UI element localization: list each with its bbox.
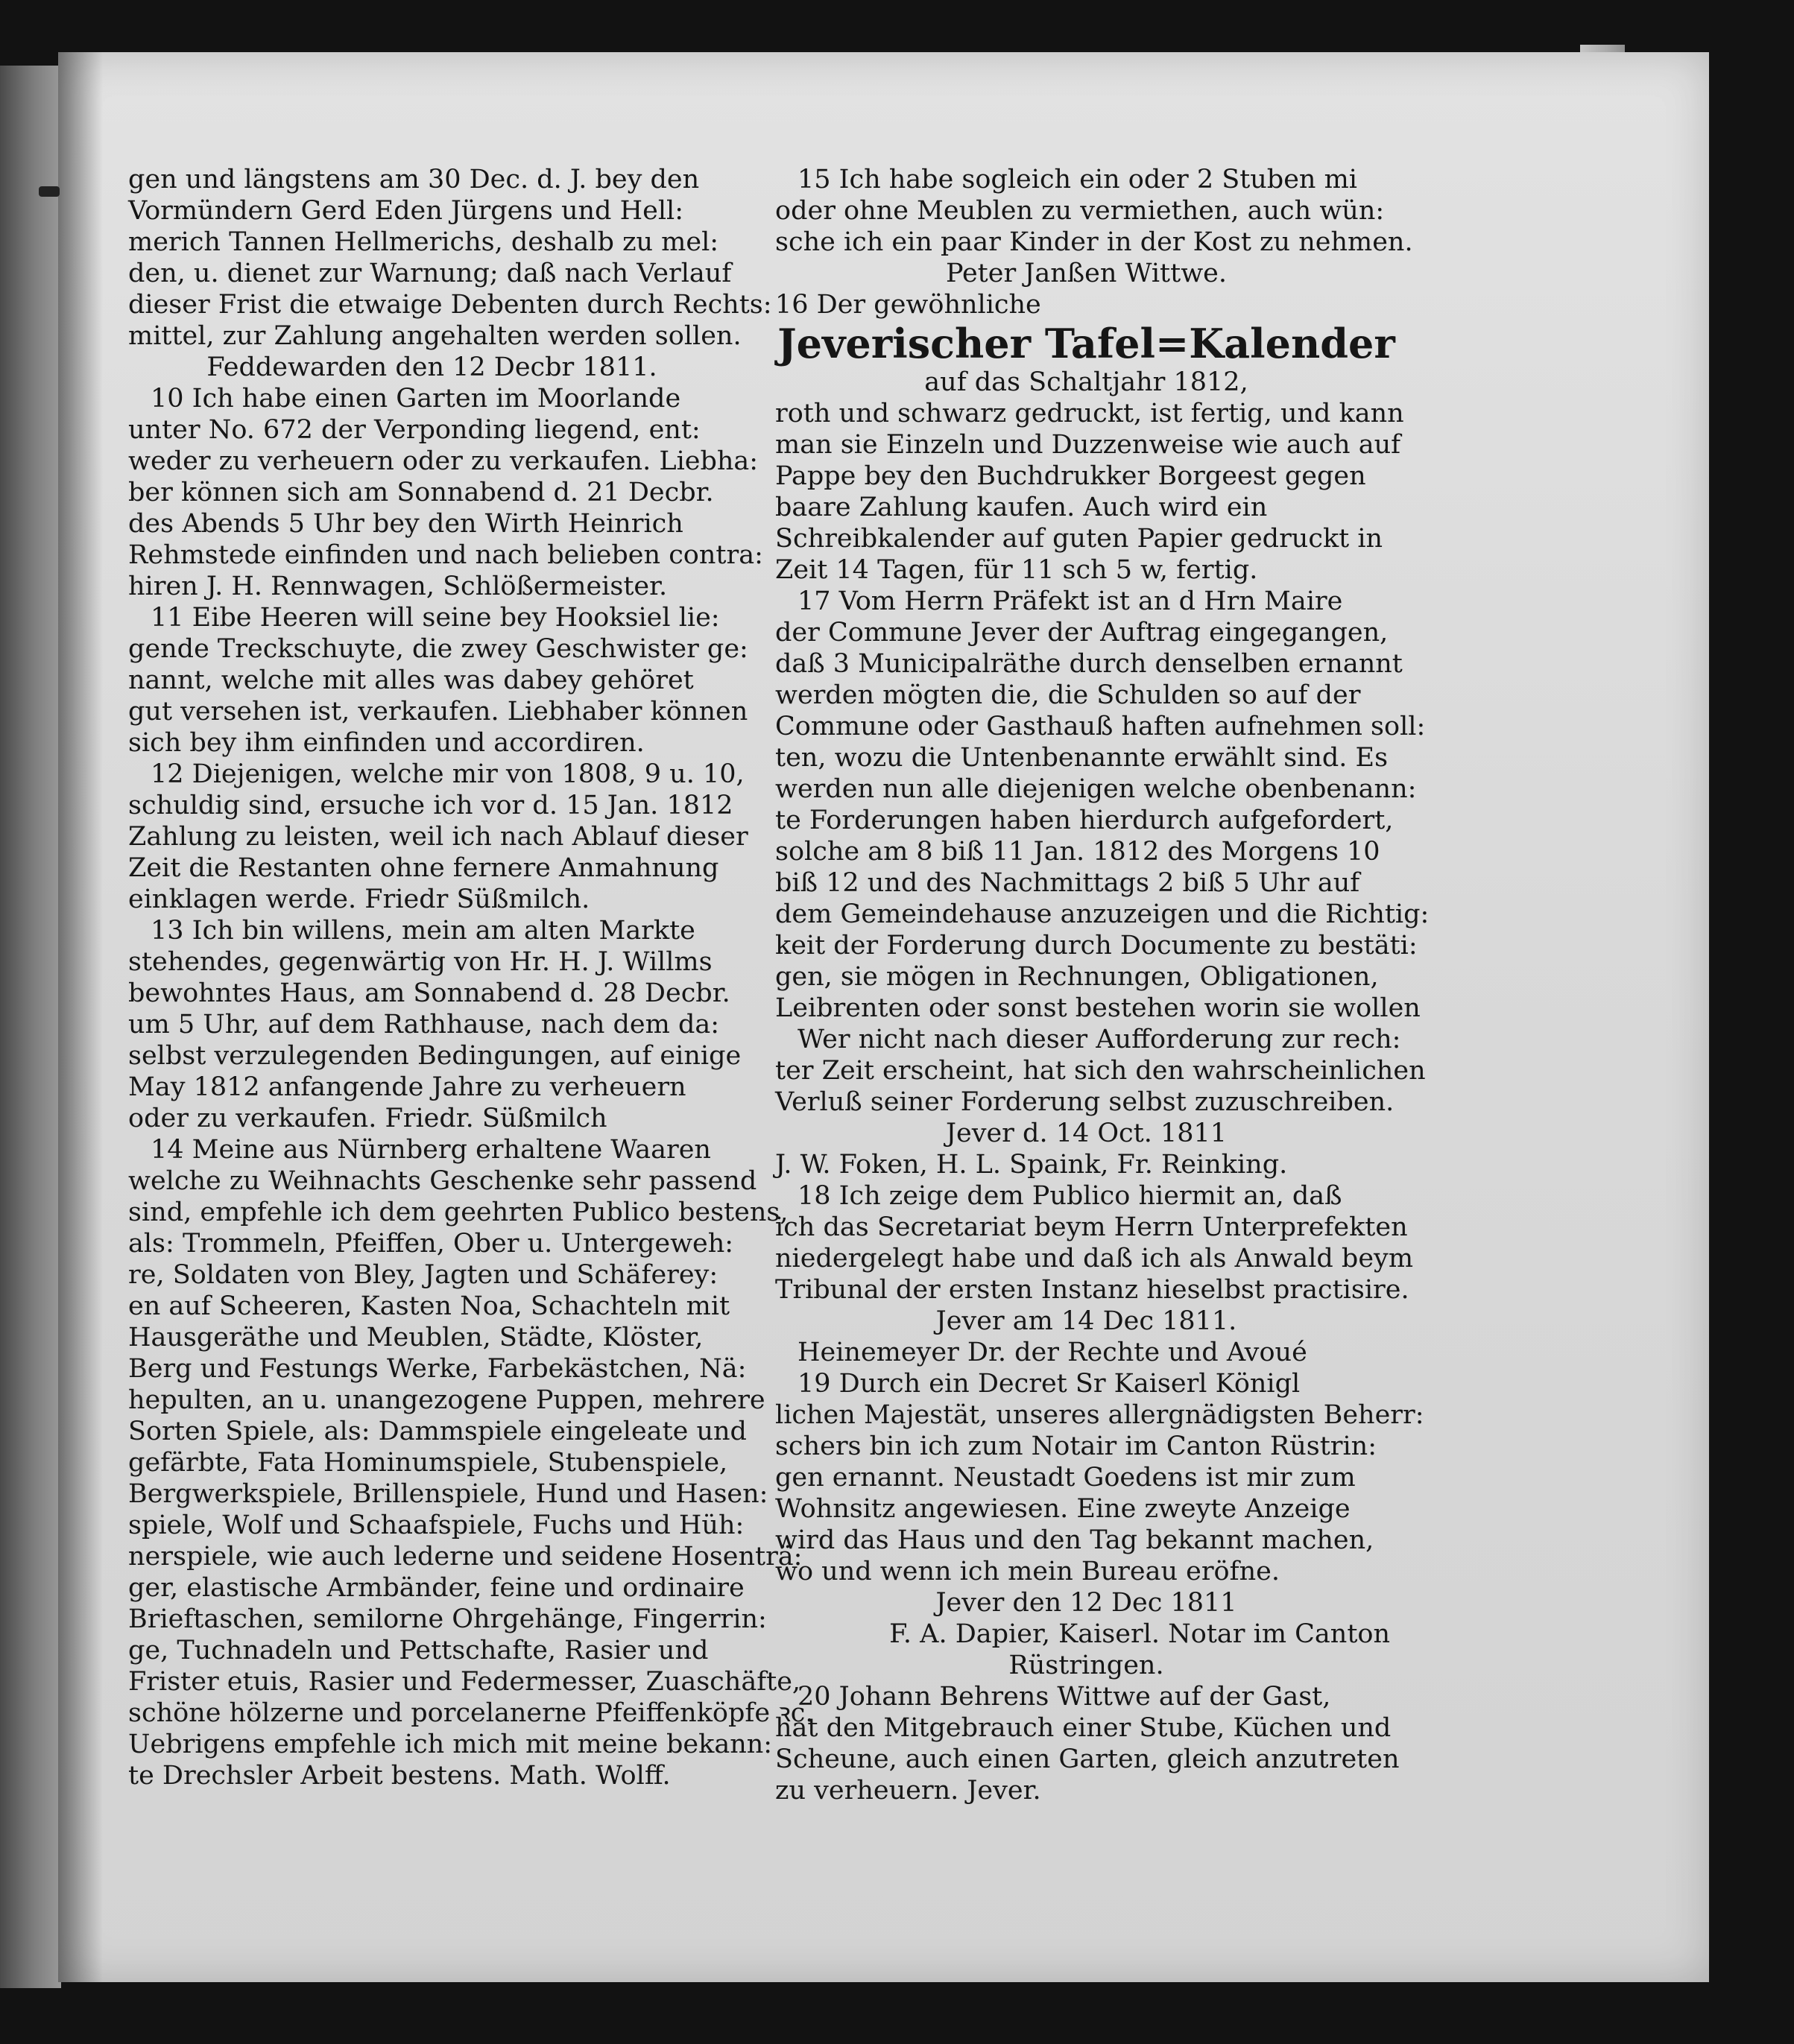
text-line: te Forderungen haben hierdurch aufgefordert,: [775, 806, 1394, 835]
text-line: Uebrigens empfehle ich mich mit meine bekann:: [128, 1730, 773, 1759]
text-line: ger, elastische Armbänder, feine und ordinaire: [128, 1573, 745, 1603]
text-line: roth und schwarz gedruckt, ist fertig, und kann: [775, 399, 1404, 428]
facing-page-edge: [0, 66, 61, 1988]
text-line: keit der Forderung durch Documente zu bestäti:: [775, 931, 1418, 961]
text-line: baare Zahlung kaufen. Auch wird ein: [775, 493, 1268, 522]
text-line: J. W. Foken, H. L. Spaink, Fr. Reinking.: [775, 1150, 1288, 1180]
text-line: hiren J. H. Rennwagen, Schlößermeister.: [128, 572, 668, 601]
text-line: oder zu verkaufen. Friedr. Süßmilch: [128, 1104, 607, 1133]
text-line: gen und längstens am 30 Dec. d. J. bey den: [128, 165, 700, 194]
text-line: nerspiele, wie auch lederne und seidene Hosenträ:: [128, 1542, 803, 1572]
text-line: man sie Einzeln und Duzzenweise wie auch auf: [775, 430, 1401, 460]
text-line: Heinemeyer Dr. der Rechte und Avoué: [797, 1338, 1307, 1367]
text-line: Frister etuis, Rasier und Federmesser, Zuaschäfte,: [128, 1667, 801, 1697]
text-line: weder zu verheuern oder zu verkaufen. Liebha:: [128, 446, 759, 476]
text-line: niedergelegt habe und daß ich als Anwald beym: [775, 1244, 1414, 1273]
gutter-shadow: [58, 52, 103, 1982]
text-line: sind, empfehle ich dem geehrten Publico bestens,: [128, 1197, 789, 1227]
text-line: auf das Schaltjahr 1812,: [924, 367, 1248, 397]
text-line: Berg und Festungs Werke, Farbekästchen, Nä:: [128, 1354, 747, 1384]
text-line: als: Trommeln, Pfeiffen, Ober u. Untergeweh:: [128, 1229, 734, 1259]
text-line: Jever d. 14 Oct. 1811: [945, 1118, 1228, 1148]
text-line: Schreibkalender auf guten Papier gedruckt in: [775, 524, 1383, 554]
text-line: Brieftaschen, semilorne Ohrgehänge, Fingerrin:: [128, 1604, 767, 1634]
text-line: Rüstringen.: [1008, 1651, 1164, 1680]
text-line: Peter Janßen Wittwe.: [945, 259, 1227, 288]
text-line: sche ich ein paar Kinder in der Kost zu nehmen.: [775, 227, 1413, 257]
text-line: Rehmstede einfinden und nach belieben contra:: [128, 540, 763, 570]
text-line: 20 Johann Behrens Wittwe auf der Gast,: [797, 1682, 1331, 1712]
text-line: schöne hölzerne und porcelanerne Pfeiffenköpfe ꝛc.: [128, 1698, 814, 1728]
text-line: welche zu Weihnachts Geschenke sehr passend: [128, 1166, 757, 1196]
binding-mark: [39, 186, 60, 197]
text-line: hepulten, an u. unangezogene Puppen, mehrere: [128, 1385, 765, 1415]
text-line: unter No. 672 der Verponding liegend, ent:: [128, 415, 701, 445]
text-line: ich das Secretariat beym Herrn Unterprefekten: [775, 1212, 1408, 1242]
text-line: werden nun alle diejenigen welche obenbenann:: [775, 774, 1417, 804]
text-line: en auf Scheeren, Kasten Noa, Schachteln mit: [128, 1291, 730, 1321]
text-line: bewohntes Haus, am Sonnabend d. 28 Decbr.: [128, 978, 730, 1008]
text-line: solche am 8 biß 11 Jan. 1812 des Morgens 10: [775, 837, 1380, 867]
text-line: Pappe bey den Buchdrukker Borgeest gegen: [775, 461, 1366, 491]
text-line: schers bin ich zum Notair im Canton Rüstrin:: [775, 1431, 1377, 1461]
text-line: ge, Tuchnadeln und Pettschafte, Rasier und: [128, 1636, 709, 1665]
text-line: 10 Ich habe einen Garten im Moorlande: [151, 384, 681, 414]
text-line: werden mögten die, die Schulden so auf der: [775, 680, 1361, 710]
text-line: wird das Haus und den Tag bekannt machen,: [775, 1525, 1374, 1555]
right-column: [775, 164, 1430, 1806]
text-line: der Commune Jever der Auftrag eingegangen,: [775, 618, 1389, 648]
text-line: gefärbte, Fata Hominumspiele, Stubenspiele,: [128, 1448, 728, 1478]
text-line: Verluß seiner Forderung selbst zuzuschreiben.: [775, 1087, 1395, 1117]
text-line: Zahlung zu leisten, weil ich nach Ablauf dieser: [128, 822, 748, 852]
text-line: ber können sich am Sonnabend d. 21 Decbr.: [128, 478, 714, 507]
text-line: daß 3 Municipalräthe durch denselben ernannt: [775, 649, 1403, 679]
text-line: Zeit 14 Tagen, für 11 sch 5 w, fertig.: [775, 555, 1258, 585]
text-line: Zeit die Restanten ohne fernere Anmahnung: [128, 853, 719, 883]
text-line: Feddewarden den 12 Decbr 1811.: [206, 352, 657, 382]
text-line: Sorten Spiele, als: Dammspiele eingeleate und: [128, 1417, 747, 1446]
text-line: merich Tannen Hellmerichs, deshalb zu mel:: [128, 227, 719, 257]
text-line: gen, sie mögen in Rechnungen, Obligationen,: [775, 962, 1379, 992]
text-line: dem Gemeindehause anzuzeigen und die Richtig:: [775, 899, 1430, 929]
text-line: 17 Vom Herrn Präfekt ist an d Hrn Maire: [797, 586, 1343, 616]
text-line: 11 Eibe Heeren will seine bey Hooksiel lie:: [151, 603, 720, 633]
text-line: Vormündern Gerd Eden Jürgens und Hell:: [128, 196, 683, 226]
text-line: den, u. dienet zur Warnung; daß nach Verlauf: [128, 259, 732, 288]
text-line: nannt, welche mit alles was dabey gehöret: [128, 665, 694, 695]
text-line: Wer nicht nach dieser Aufforderung zur rech:: [797, 1025, 1401, 1054]
text-line: ten, wozu die Untenbenannte erwählt sind. Es: [775, 743, 1389, 773]
text-line: 16 Der gewöhnliche: [775, 290, 1041, 320]
text-line: re, Soldaten von Bley, Jagten und Schäferey:: [128, 1260, 718, 1290]
text-line: F. A. Dapier, Kaiserl. Notar im Canton: [889, 1619, 1390, 1649]
text-line: Leibrenten oder sonst bestehen worin sie wollen: [775, 993, 1421, 1023]
text-line: Wohnsitz angewiesen. Eine zweyte Anzeige: [775, 1494, 1351, 1524]
text-line: 15 Ich habe sogleich ein oder 2 Stuben mi: [797, 165, 1357, 194]
text-line: Hausgeräthe und Meublen, Städte, Klöster,: [128, 1323, 704, 1352]
text-line: oder ohne Meublen zu vermiethen, auch wün:: [775, 196, 1385, 226]
text-line: Jeverischer Tafel=Kalender: [777, 320, 1395, 367]
text-line: Tribunal der ersten Instanz hieselbst practisire.: [775, 1275, 1409, 1305]
text-line: May 1812 anfangende Jahre zu verheuern: [128, 1072, 686, 1102]
text-line: mittel, zur Zahlung angehalten werden sollen.: [128, 321, 742, 351]
text-line: des Abends 5 Uhr bey den Wirth Heinrich: [128, 509, 683, 539]
text-line: zu verheuern. Jever.: [775, 1776, 1041, 1806]
text-line: selbst verzulegenden Bedingungen, auf einige: [128, 1041, 742, 1071]
text-line: lichen Majestät, unseres allergnädigsten Beherr:: [775, 1400, 1424, 1430]
text-line: stehendes, gegenwärtig von Hr. H. J. Willms: [128, 947, 713, 977]
text-line: wo und wenn ich mein Bureau eröfne.: [775, 1557, 1280, 1586]
text-line: Bergwerkspiele, Brillenspiele, Hund und Hasen:: [128, 1479, 768, 1509]
text-line: Commune oder Gasthauß haften aufnehmen soll:: [775, 712, 1426, 741]
text-line: hat den Mitgebrauch einer Stube, Küchen und: [775, 1713, 1392, 1743]
text-line: spiele, Wolf und Schaafspiele, Fuchs und Hüh:: [128, 1510, 745, 1540]
text-line: 19 Durch ein Decret Sr Kaiserl Königl: [797, 1369, 1301, 1399]
text-line: gut versehen ist, verkaufen. Liebhaber können: [128, 697, 748, 727]
text-line: Jever den 12 Dec 1811: [935, 1588, 1237, 1618]
text-line: gen ernannt. Neustadt Goedens ist mir zum: [775, 1463, 1356, 1493]
text-line: sich bey ihm einfinden und accordiren.: [128, 728, 645, 758]
text-line: schuldig sind, ersuche ich vor d. 15 Jan. 1812: [128, 791, 733, 820]
text-line: 18 Ich zeige dem Publico hiermit an, daß: [797, 1181, 1342, 1211]
left-column: [128, 164, 814, 1791]
text-line: biß 12 und des Nachmittags 2 biß 5 Uhr auf: [775, 868, 1360, 898]
text-line: gende Treckschuyte, die zwey Geschwister ge:: [128, 634, 748, 664]
text-line: einklagen werde. Friedr Süßmilch.: [128, 885, 590, 914]
text-line: 14 Meine aus Nürnberg erhaltene Waaren: [151, 1135, 711, 1165]
text-line: ter Zeit erscheint, hat sich den wahrscheinlichen: [775, 1056, 1426, 1086]
text-line: Scheune, auch einen Garten, gleich anzutreten: [775, 1744, 1400, 1774]
text-line: 12 Diejenigen, welche mir von 1808, 9 u. 10,: [151, 759, 745, 789]
text-line: um 5 Uhr, auf dem Rathhause, nach dem da:: [128, 1010, 720, 1040]
text-line: Jever am 14 Dec 1811.: [935, 1306, 1237, 1336]
text-line: 13 Ich bin willens, mein am alten Markte: [151, 916, 695, 946]
text-line: dieser Frist die etwaige Debenten durch Rechts:: [128, 290, 772, 320]
text-line: te Drechsler Arbeit bestens. Math. Wolff.: [128, 1761, 671, 1791]
